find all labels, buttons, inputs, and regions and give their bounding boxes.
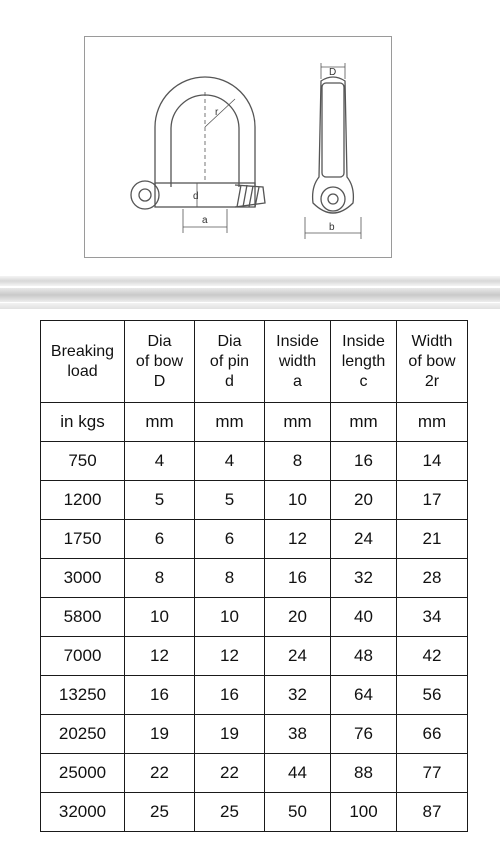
table-cell: 22 <box>125 754 195 793</box>
table-cell: 10 <box>125 598 195 637</box>
table-cell: 750 <box>41 442 125 481</box>
unit-cell: mm <box>265 403 331 442</box>
table-row <box>41 676 468 715</box>
table-cell: 8 <box>195 559 265 598</box>
table-cell: 77 <box>397 754 468 793</box>
table-cell: 44 <box>265 754 331 793</box>
table-cell: 7000 <box>41 637 125 676</box>
table-row <box>41 520 468 559</box>
table-row <box>41 598 468 637</box>
header-dia-pin: Dia of pin d <box>195 321 265 403</box>
table-cell: 8 <box>125 559 195 598</box>
table-cell: 5 <box>125 481 195 520</box>
table-row <box>41 793 468 832</box>
table-cell: 42 <box>397 637 468 676</box>
table-row <box>41 637 468 676</box>
units-row <box>41 403 468 442</box>
table-cell: 28 <box>397 559 468 598</box>
table-cell: 12 <box>195 637 265 676</box>
table-cell: 17 <box>397 481 468 520</box>
table-cell: 20 <box>265 598 331 637</box>
table-cell: 32 <box>265 676 331 715</box>
table-cell: 12 <box>265 520 331 559</box>
table-cell: 16 <box>265 559 331 598</box>
table-row <box>41 715 468 754</box>
label-r: r <box>215 107 219 118</box>
divider-band <box>0 288 500 302</box>
header-inside-length: Inside length c <box>331 321 397 403</box>
table-cell: 6 <box>195 520 265 559</box>
table-cell: 4 <box>125 442 195 481</box>
table-cell: 32 <box>331 559 397 598</box>
table-cell: 24 <box>265 637 331 676</box>
table-cell: 19 <box>195 715 265 754</box>
table-cell: 14 <box>397 442 468 481</box>
table-cell: 22 <box>195 754 265 793</box>
table-cell: 64 <box>331 676 397 715</box>
table-cell: 3000 <box>41 559 125 598</box>
table-row <box>41 559 468 598</box>
divider-band <box>0 303 500 309</box>
table-cell: 50 <box>265 793 331 832</box>
header-row <box>41 321 468 403</box>
table-cell: 34 <box>397 598 468 637</box>
pin-body <box>155 183 255 207</box>
table-cell: 40 <box>331 598 397 637</box>
spec-table <box>40 320 468 832</box>
table-cell: 76 <box>331 715 397 754</box>
label-a: a <box>202 215 208 226</box>
table-cell: 10 <box>265 481 331 520</box>
table-cell: 66 <box>397 715 468 754</box>
unit-cell: in kgs <box>41 403 125 442</box>
table-cell: 12 <box>125 637 195 676</box>
unit-cell: mm <box>125 403 195 442</box>
shackle-diagram <box>84 36 392 258</box>
table-cell: 100 <box>331 793 397 832</box>
table-cell: 56 <box>397 676 468 715</box>
table-cell: 24 <box>331 520 397 559</box>
table-cell: 8 <box>265 442 331 481</box>
table-cell: 38 <box>265 715 331 754</box>
divider-band <box>0 276 500 286</box>
header-width-bow: Width of bow 2r <box>397 321 468 403</box>
table-cell: 13250 <box>41 676 125 715</box>
table-cell: 5800 <box>41 598 125 637</box>
table-cell: 48 <box>331 637 397 676</box>
table-cell: 88 <box>331 754 397 793</box>
table-cell: 4 <box>195 442 265 481</box>
unit-cell: mm <box>195 403 265 442</box>
table-row <box>41 481 468 520</box>
table-cell: 87 <box>397 793 468 832</box>
unit-cell: mm <box>397 403 468 442</box>
table-cell: 25 <box>125 793 195 832</box>
shackle-drawing <box>85 37 393 259</box>
header-dia-bow: Dia of bow D <box>125 321 195 403</box>
table-cell: 25 <box>195 793 265 832</box>
table-cell: 25000 <box>41 754 125 793</box>
table-row <box>41 754 468 793</box>
table-cell: 32000 <box>41 793 125 832</box>
table-cell: 20 <box>331 481 397 520</box>
table-row <box>41 442 468 481</box>
label-b: b <box>329 222 335 233</box>
header-inside-width: Inside width a <box>265 321 331 403</box>
label-D: D <box>329 67 337 78</box>
table-cell: 10 <box>195 598 265 637</box>
header-breaking-load: Breaking load <box>41 321 125 403</box>
table-cell: 6 <box>125 520 195 559</box>
label-d: d <box>193 191 199 202</box>
table-cell: 16 <box>331 442 397 481</box>
table-cell: 16 <box>195 676 265 715</box>
unit-cell: mm <box>331 403 397 442</box>
table-cell: 1200 <box>41 481 125 520</box>
table-cell: 1750 <box>41 520 125 559</box>
table-cell: 5 <box>195 481 265 520</box>
side-view <box>313 77 354 213</box>
table-cell: 19 <box>125 715 195 754</box>
table-cell: 16 <box>125 676 195 715</box>
table-cell: 21 <box>397 520 468 559</box>
table-cell: 20250 <box>41 715 125 754</box>
